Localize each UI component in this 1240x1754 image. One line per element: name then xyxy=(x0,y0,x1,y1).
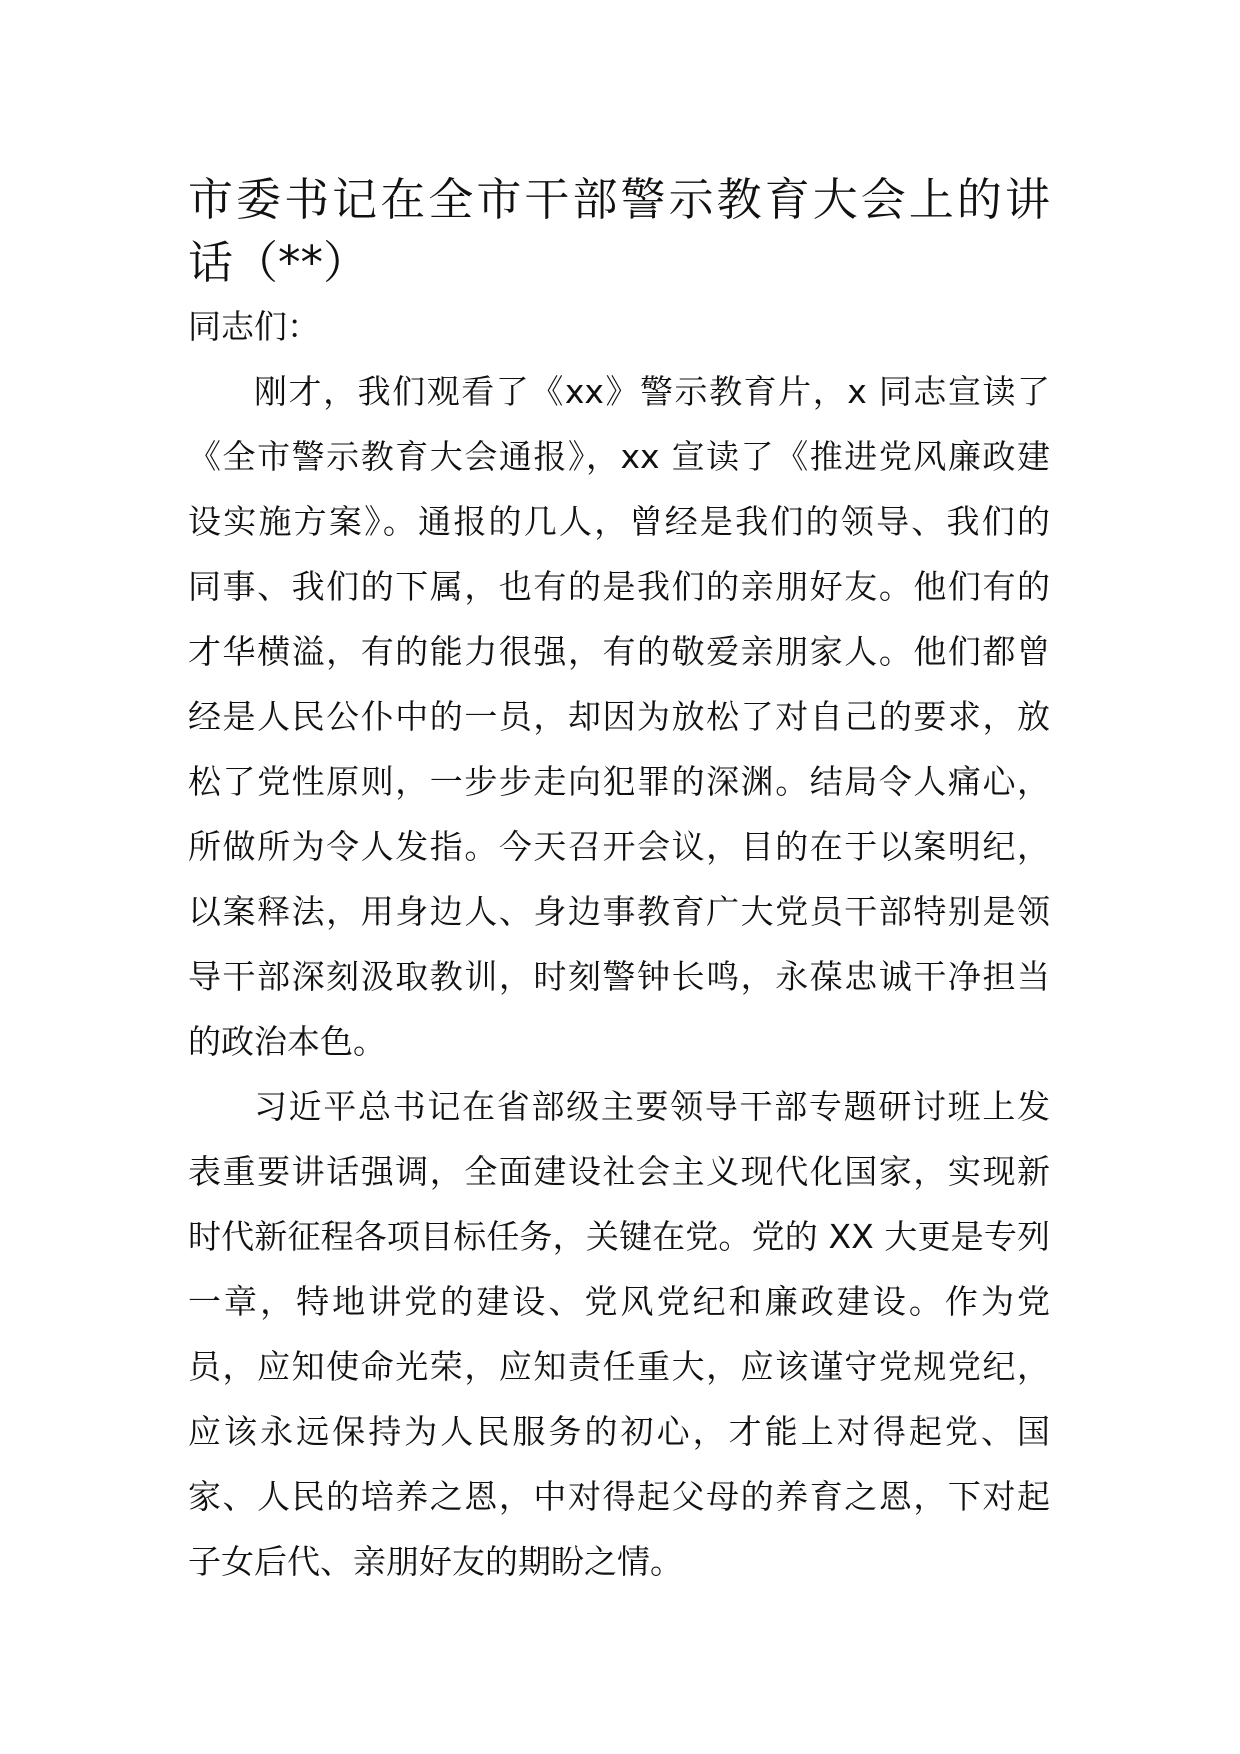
paragraph-line: 经是人民公仆中的一员，却因为放松了对自己的要求，放 xyxy=(188,697,1050,736)
paragraph-line: 所做所为令人发指。今天召开会议，目的在于以案明纪， xyxy=(188,827,1050,866)
paragraph-line: 表重要讲话强调，全面建设社会主义现代化国家，实现新 xyxy=(188,1152,1050,1191)
paragraph-line: 设实施方案》。通报的几人，曾经是我们的领导、我们的 xyxy=(188,502,1050,541)
paragraph xyxy=(188,1074,1050,1594)
paragraph-line: 的政治本色。 xyxy=(188,1022,386,1061)
paragraph-line: 应该永远保持为人民服务的初心，才能上对得起党、国 xyxy=(188,1412,1050,1451)
paragraph-line: 时代新征程各项目标任务，关键在党。党的 XX 大更是专列 xyxy=(188,1217,1050,1256)
paragraph-line: 一章，特地讲党的建设、党风党纪和廉政建设。作为党 xyxy=(188,1282,1050,1321)
paragraph-line: 习近平总书记在省部级主要领导干部专题研讨班上发 xyxy=(254,1087,1050,1126)
document-body xyxy=(188,359,1050,1594)
paragraph-line: 同事、我们的下属，也有的是我们的亲朋好友。他们有的 xyxy=(188,567,1050,606)
paragraph-line: 家、人民的培养之恩，中对得起父母的养育之恩，下对起 xyxy=(188,1477,1050,1516)
paragraph-line: 《全市警示教育大会通报》，xx 宣读了《推进党风廉政建 xyxy=(188,437,1050,476)
salutation: 同志们： xyxy=(188,307,320,346)
paragraph-line: 才华横溢，有的能力很强，有的敬爱亲朋家人。他们都曾 xyxy=(188,632,1050,671)
paragraph-line: 以案释法，用身边人、身边事教育广大党员干部特别是领 xyxy=(188,892,1050,931)
paragraph xyxy=(188,359,1050,1074)
paragraph-line: 导干部深刻汲取教训，时刻警钟长鸣，永葆忠诚干净担当 xyxy=(188,957,1050,996)
document-page xyxy=(188,168,1050,1594)
title-line: 市委书记在全市干部警示教育大会上的讲 xyxy=(188,173,1050,226)
document-title xyxy=(188,168,1050,294)
paragraph-line: 松了党性原则，一步步走向犯罪的深渊。结局令人痛心， xyxy=(188,762,1050,801)
paragraph-line: 员，应知使命光荣，应知责任重大，应该谨守党规党纪， xyxy=(188,1347,1050,1386)
paragraph-line: 子女后代、亲朋好友的期盼之情。 xyxy=(188,1542,683,1581)
title-line: 话（**） xyxy=(188,236,369,289)
paragraph-line: 刚才，我们观看了《xx》警示教育片，x 同志宣读了 xyxy=(254,372,1050,411)
